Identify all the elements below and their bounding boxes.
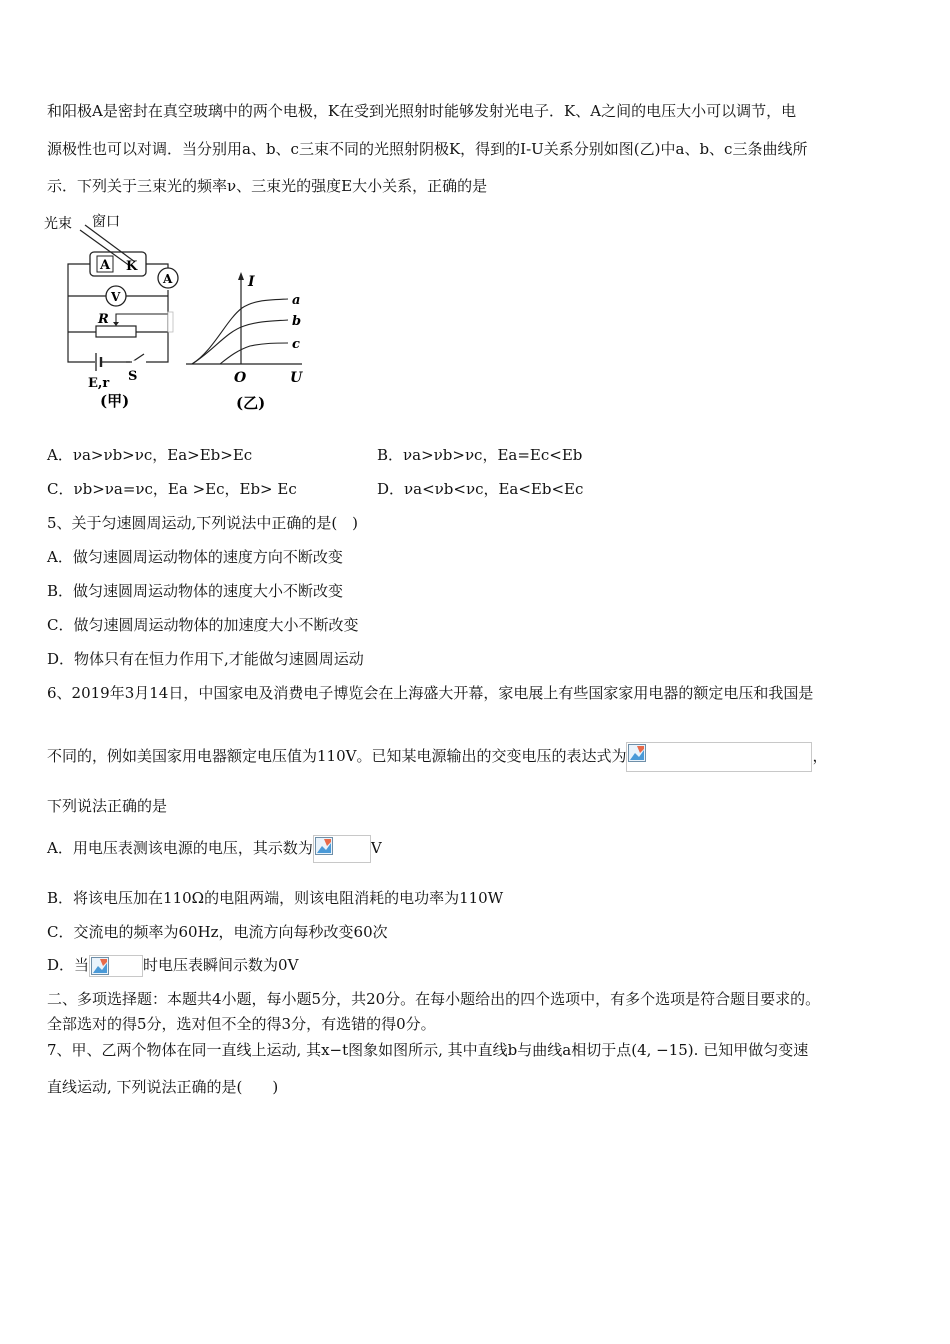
q4-stem-line2: 源极性也可以对调．当分别用a、b、c三束不同的光照射阴极K，得到的I-U关系分别如图(乙)中a、b、c三条曲线所: [47, 140, 808, 158]
q6-option-d: [47, 953, 298, 977]
i-axis-arrow: [238, 272, 244, 280]
figure-jia-circuit: [40, 210, 190, 415]
q4-option-d: D．νa<νb<νc，Ea<Eb<Ec: [377, 480, 584, 498]
axis-label-I: I: [248, 274, 255, 290]
q4-option-a: A．νa>νb>νc，Ea>Eb>Ec: [47, 446, 253, 464]
q5-option-d: D．物体只有在恒力作用下,才能做匀速圆周运动: [47, 650, 364, 668]
label-chuangkou: 窗口: [92, 214, 120, 230]
q5-stem: 5、关于匀速圆周运动,下列说法中正确的是( ): [47, 514, 359, 532]
section2-line1: 二、多项选择题：本题共4小题，每小题5分，共20分。在每小题给出的四个选项中，有多个选项是符合题目要求的。: [47, 990, 821, 1008]
q4-stem-line3: 示．下列关于三束光的频率ν、三束光的强度E大小关系，正确的是: [47, 177, 488, 195]
q6-option-a-text: A．用电压表测该电源的电压，其示数为: [47, 839, 313, 857]
ammeter-label: A: [163, 272, 173, 286]
label-S: S: [128, 369, 138, 384]
q6-option-a: [47, 834, 382, 863]
rheostat-slider-arrow: [113, 322, 119, 326]
q6-stem-line3: 下列说法正确的是: [47, 797, 168, 815]
caption-yi: (乙): [236, 394, 266, 412]
q6-option-c: C．交流电的频率为60Hz，电流方向每秒改变60次: [47, 923, 388, 941]
q5-option-a: A．做匀速圆周运动物体的速度方向不断改变: [47, 548, 343, 566]
q6-option-b: B．将该电压加在110Ω的电阻两端，则该电阻消耗的电功率为110W: [47, 889, 504, 907]
caption-jia: (甲): [100, 392, 130, 410]
q5-option-c: C．做匀速圆周运动物体的加速度大小不断改变: [47, 616, 359, 634]
wire-top-right: [146, 264, 168, 268]
label-cathode: K: [126, 259, 138, 274]
q6-stem-line2-text: 不同的，例如美国家用电器额定电压值为110V。已知某电源输出的交变电压的表达式为: [47, 747, 627, 765]
label-Er: E,r: [88, 376, 110, 391]
q6-option-a-unit: V: [370, 839, 382, 857]
value-image-placeholder: [313, 835, 371, 863]
q4-stem-line1: 和阳极A是密封在真空玻璃中的两个电极，K在受到光照射时能够发射光电子．K、A之间的电压大小可以调节，电: [47, 102, 797, 120]
formula-image-placeholder: [626, 742, 812, 772]
broken-image-icon: [91, 957, 109, 975]
q5-option-b: B．做匀速圆周运动物体的速度大小不断改变: [47, 582, 344, 600]
curve-c-label: c: [292, 337, 300, 352]
q7-stem-line1: 7、甲、乙两个物体在同一直线上运动, 其x−t图象如图所示, 其中直线b与曲线a相切于点(4, −15). 已知甲做匀变速: [47, 1041, 809, 1059]
q6-stem-line2: [47, 742, 827, 772]
q6-option-d-pre: D．当: [47, 956, 90, 974]
section2-line2: 全部选对的得5分，选对但不全的得3分，有选错的得0分。: [47, 1015, 436, 1033]
broken-image-icon: [628, 744, 646, 762]
time-image-placeholder: [89, 955, 143, 977]
wire-loop: [68, 264, 168, 362]
q7-stem-line2: 直线运动, 下列说法正确的是( ): [47, 1078, 279, 1096]
curve-b-label: b: [292, 314, 302, 329]
label-anode: A: [100, 258, 111, 273]
q6-option-d-post: 时电压表瞬间示数为0V: [143, 956, 299, 974]
voltmeter-label: V: [111, 290, 121, 304]
q6-stem-line2-end: ，: [812, 747, 828, 765]
curve-c: [220, 343, 288, 364]
broken-image-icon: [315, 837, 333, 855]
origin-label: O: [234, 370, 247, 386]
axis-label-U: U: [290, 370, 303, 386]
curve-b: [192, 320, 288, 364]
figure-yi-graph: [184, 270, 314, 415]
rheostat-body: [96, 326, 136, 337]
label-guangshu: 光束: [44, 216, 72, 232]
q4-option-b: B．νa>νb>νc，Ea=Ec<Eb: [377, 446, 583, 464]
curve-a-label: a: [292, 293, 301, 308]
q4-option-c: C．νb>νa=νc，Ea >Ec，Eb> Ec: [47, 480, 297, 498]
label-R: R: [98, 312, 109, 327]
rheostat-end: [168, 312, 173, 332]
q6-stem-line1: 6、2019年3月14日，中国家电及消费电子博览会在上海盛大开幕，家电展上有些国家家用电器的额定电压和我国是: [47, 684, 814, 702]
curve-a: [192, 299, 288, 364]
